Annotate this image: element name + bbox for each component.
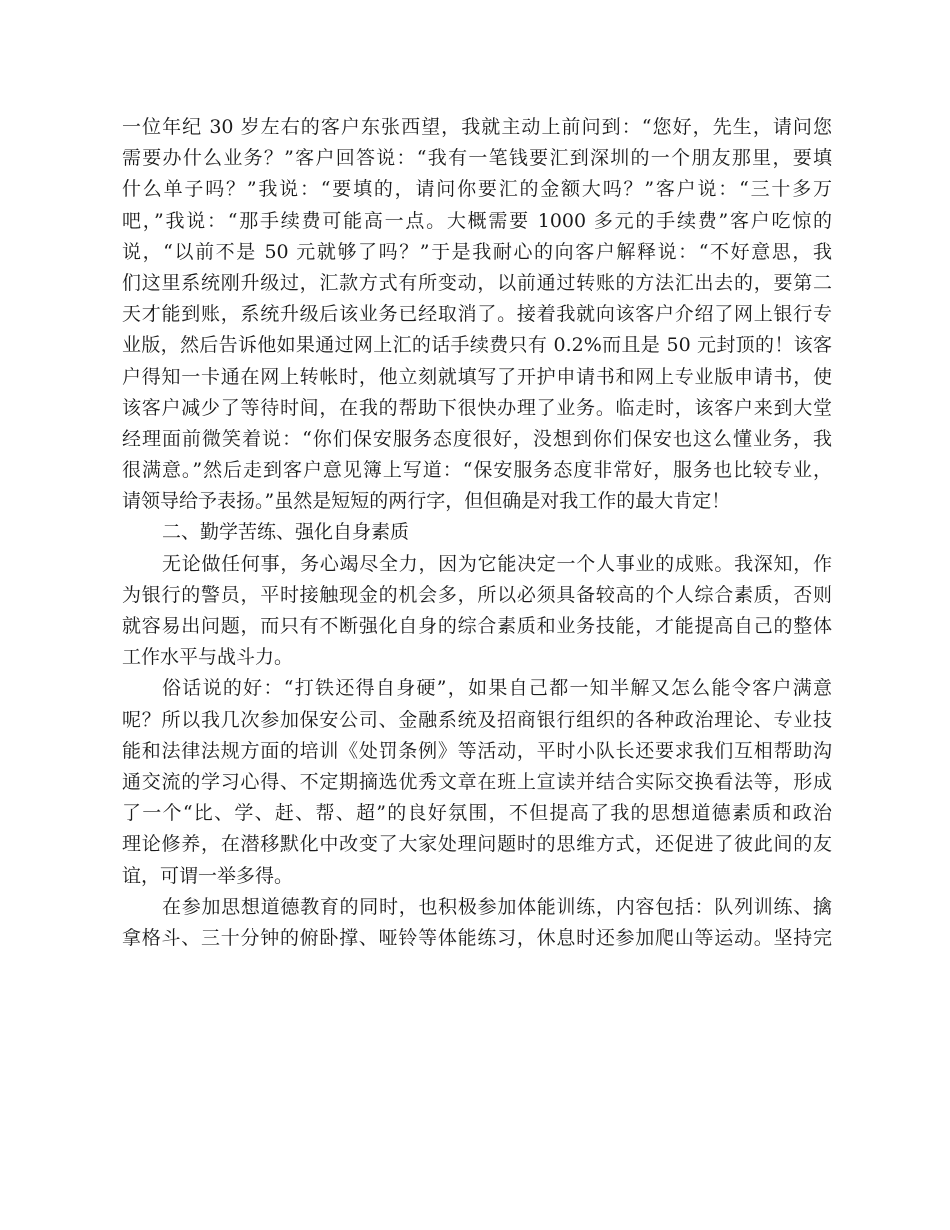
text-line: 俗话说的好：“打铁还得自身硬”，如果自己都一知半解又怎么能令客户满意 [162, 677, 832, 700]
paragraph-3 [122, 673, 832, 891]
text-line: 户得知一卡通在网上转帐时，他立刻就填写了开护申请书和网上专业版申请书，使 [122, 365, 832, 388]
text-line: 经理面前微笑着说：“你们保安服务态度很好，没想到你们保安也这么懂业务，我 [122, 427, 832, 450]
text-line: 需要办什么业务？”客户回答说：“我有一笔钱要汇到深圳的一个朋友那里，要填 [122, 147, 832, 170]
text-line: 吧，”我说：“那手续费可能高一点。大概需要 1000 多元的手续费”客户吃惊的 [122, 209, 832, 232]
text-line: 就容易出问题，而只有不断强化自身的综合素质和业务技能，才能提高自己的整体 [122, 615, 832, 637]
text-line: 业版，然后告诉他如果通过网上汇的话手续费只有 0.2%而且是 50 元封顶的！该客 [122, 334, 832, 357]
text-line: 工作水平与战斗力。 [122, 646, 294, 669]
text-line: 理论修养，在潜移默化中改变了大家处理问题时的思维方式，还促进了彼此间的友 [122, 833, 832, 856]
paragraph-4 [122, 892, 832, 954]
heading-line: 二、勤学苦练、强化自身素质 [162, 521, 410, 544]
text-line: 请领导给予表扬。”虽然是短短的两行字，但但确是对我工作的最大肯定！ [122, 490, 731, 513]
text-line: 在参加思想道德教育的同时，也积极参加体能训练，内容包括：队列训练、擒 [162, 895, 832, 918]
text-line: 什么单子吗？”我说：“要填的，请问你要汇的金额大吗？”客户说：“三十多万 [122, 178, 832, 201]
text-line: 们这里系统刚升级过，汇款方式有所变动，以前通过转账的方法汇出去的，要第二 [122, 271, 832, 294]
text-line: 说，“以前不是 50 元就够了吗？”于是我耐心的向客户解释说：“不好意思，我 [122, 240, 832, 263]
text-line: 很满意。”然后走到客户意见簿上写道：“保安服务态度非常好，服务也比较专业， [122, 459, 832, 482]
paragraph-1 [122, 112, 832, 517]
text-line: 能和法律法规方面的培训《处罚条例》等活动，平时小队长还要求我们互相帮助沟 [122, 739, 832, 762]
paragraph-2 [122, 549, 832, 674]
document-page [122, 112, 832, 954]
text-line: 一位年纪 30 岁左右的客户东张西望，我就主动上前问到：“您好，先生，请问您 [122, 116, 832, 138]
section-heading [122, 517, 832, 548]
text-line: 谊，可谓一举多得。 [122, 864, 294, 887]
text-line: 天才能到账，系统升级后该业务已经取消了。接着我就向该客户介绍了网上银行专 [122, 303, 832, 326]
text-line: 呢？所以我几次参加保安公司、金融系统及招商银行组织的各种政治理论、专业技 [122, 708, 832, 731]
text-line: 了一个“比、学、赶、帮、超”的良好氛围，不但提高了我的思想道德素质和政治 [122, 802, 832, 825]
text-line: 无论做任何事，务心竭尽全力，因为它能决定一个人事业的成账。我深知，作 [162, 552, 832, 575]
text-line: 通交流的学习心得、不定期摘选优秀文章在班上宣读并结合实际交换看法等，形成 [122, 770, 832, 793]
text-line: 该客户减少了等待时间，在我的帮助下很快办理了业务。临走时，该客户来到大堂 [122, 396, 832, 419]
text-line: 为银行的警员，平时接触现金的机会多，所以必须具备较高的个人综合素质，否则 [122, 583, 832, 606]
text-line: 拿格斗、三十分钟的俯卧撑、哑铃等体能练习，休息时还参加爬山等运动。坚持完 [122, 926, 832, 949]
